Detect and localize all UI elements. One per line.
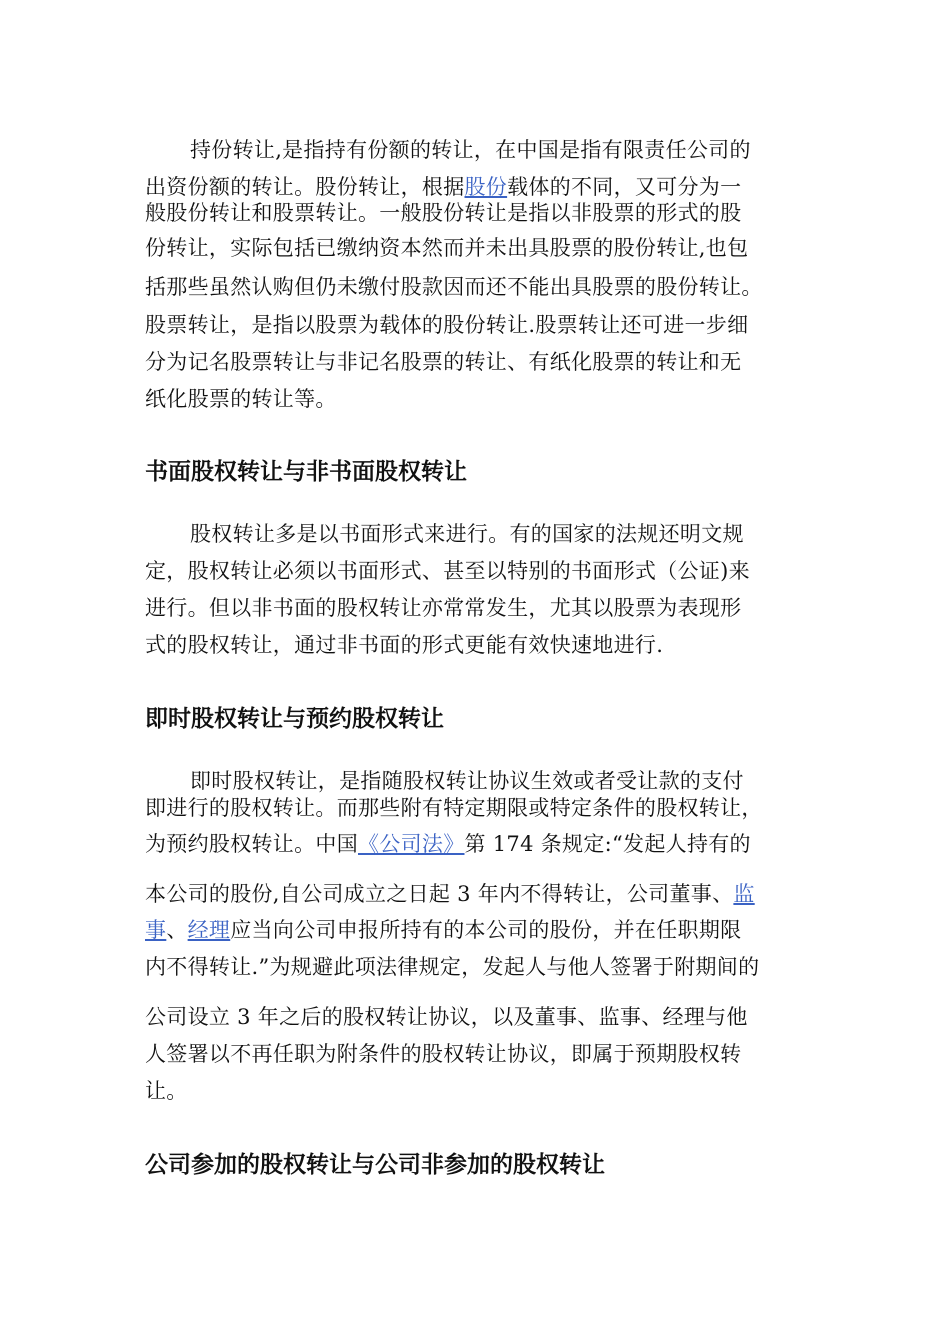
paragraph-line <box>145 830 751 858</box>
paragraph-line: 份转让，实际包括已缴纳资本然而并未出具股票的股份转让,也包 <box>145 236 749 260</box>
text-span: 应当向公司申报所持有的本公司的股份，并在任职期限 <box>230 918 742 942</box>
section-heading: 即时股权转让与预约股权转让 <box>145 706 444 732</box>
text-span: 载体的不同，又可分为一 <box>507 175 742 199</box>
link-gufen[interactable]: 股份 <box>464 175 508 199</box>
paragraph-line: 分为记名股票转让与非记名股票的转让、有纸化股票的转让和无 <box>145 350 742 374</box>
text-span: 本公司的股份,自公司成立之日起 3 年内不得转让，公司董事、 <box>145 882 734 906</box>
paragraph-line: 股票转让，是指以股票为载体的股份转让.股票转让还可进一步细 <box>145 313 749 337</box>
paragraph-line: 内不得转让.”为规避此项法律规定，发起人与他人签署于附期间的 <box>145 955 760 979</box>
paragraph-line: 式的股权转让，通过非书面的形式更能有效快速地进行. <box>145 633 664 657</box>
text-span: 为预约股权转让。中国 <box>145 832 358 856</box>
paragraph-line: 般股份转让和股票转让。一般股份转让是指以非股票的形式的股 <box>145 201 742 225</box>
link-supervisor-part2[interactable]: 事 <box>145 918 167 942</box>
paragraph-line: 括那些虽然认购但仍未缴付股款因而还不能出具股票的股份转让。 <box>145 275 763 299</box>
paragraph-line: 持份转让,是指持有份额的转让，在中国是指有限责任公司的 <box>190 138 751 162</box>
text-span: 、 <box>166 918 188 942</box>
paragraph-line: 人签署以不再任职为附条件的股权转让协议，即属于预期股权转 <box>145 1042 742 1066</box>
link-manager[interactable]: 经理 <box>187 918 231 942</box>
link-company-law[interactable]: 《公司法》 <box>358 832 465 856</box>
text-span: 出资份额的转让。股份转让，根据 <box>145 175 465 199</box>
paragraph-line: 公司设立 3 年之后的股权转让协议，以及董事、监事、经理与他 <box>145 1005 748 1029</box>
paragraph-line: 即时股权转让，是指随股权转让协议生效或者受让款的支付 <box>190 769 744 793</box>
paragraph-line: 让。 <box>145 1079 188 1103</box>
paragraph-line <box>145 916 741 944</box>
paragraph-line: 进行。但以非书面的股权转让亦常常发生，尤其以股票为表现形 <box>145 596 742 620</box>
paragraph-line <box>145 173 741 201</box>
paragraph-line: 股权转让多是以书面形式来进行。有的国家的法规还明文规 <box>190 522 744 546</box>
paragraph-line: 即进行的股权转让。而那些附有特定期限或特定条件的股权转让， <box>145 796 763 820</box>
text-span: 第 174 条规定:“发起人持有的 <box>464 832 751 856</box>
paragraph-line: 纸化股票的转让等。 <box>145 387 337 411</box>
link-supervisor-part1[interactable]: 监 <box>733 882 755 906</box>
section-heading: 公司参加的股权转让与公司非参加的股权转让 <box>145 1152 605 1178</box>
section-heading: 书面股权转让与非书面股权转让 <box>145 459 467 485</box>
paragraph-line: 定，股权转让必须以书面形式、甚至以特别的书面形式（公证)来 <box>145 559 750 583</box>
paragraph-line <box>145 880 755 908</box>
